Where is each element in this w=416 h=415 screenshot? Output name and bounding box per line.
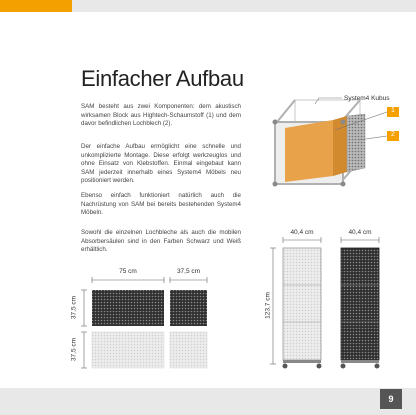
page-title: Einfacher Aufbau: [81, 66, 244, 91]
panel-height-top-label: 37,5 cm: [70, 295, 78, 320]
paragraph-components: SAM besteht aus zwei Komponenten: dem akustisch wirksamen Block aus Hightech-Schaumstoff (1) und dem davor befindlichen Lochblech (2).: [81, 103, 241, 128]
page-number: 9: [380, 389, 402, 409]
absorber-columns-diagram: [265, 228, 405, 378]
column-black: [341, 248, 379, 360]
foam-block: [285, 120, 333, 182]
column-left-width-label: 40,4 cm: [290, 229, 314, 236]
top-bar-accent: [0, 0, 72, 12]
callout-1-number: 1: [391, 107, 395, 114]
column-height-label: 123,7 cm: [264, 292, 272, 319]
bottom-bar: [0, 388, 416, 415]
panel-small-dark: [170, 290, 207, 326]
panel-size-diagram: [70, 268, 220, 378]
column-white: [283, 248, 321, 360]
panel-width-small-label: 37,5 cm: [176, 268, 201, 275]
panel-height-bottom-label: 37,5 cm: [70, 337, 78, 362]
paragraph-colors: Sowohl die einzelnen Lochbleche als auch die mobilen Absorbersäulen sind in den Farben Schwarz und Weiß erhältlich.: [81, 229, 241, 254]
paragraph-retrofit: Ebenso einfach funktioniert natürlich auch die Nachrüstung von SAM bei bereits bestehenden System4 Möbeln.: [81, 192, 241, 217]
panel-large-dark: [92, 290, 164, 326]
cube-label: System4 Kubus: [344, 95, 390, 102]
panel-small-light: [170, 332, 207, 368]
panel-large-light: [92, 332, 164, 368]
paragraph-assembly: Der einfache Aufbau ermöglicht eine schnelle und unkomplizierte Montage. Diese erfolgt werkzeuglos und ohne Einsatz von Klebstoffen. Einmal eingebaut kann SAM jederzeit innerhalb eines System4 Möbels neu positioniert werden.: [81, 143, 241, 185]
column-right-width-label: 40,4 cm: [348, 229, 372, 236]
panel-width-large-label: 75 cm: [119, 268, 137, 275]
callout-2-number: 2: [391, 131, 395, 138]
